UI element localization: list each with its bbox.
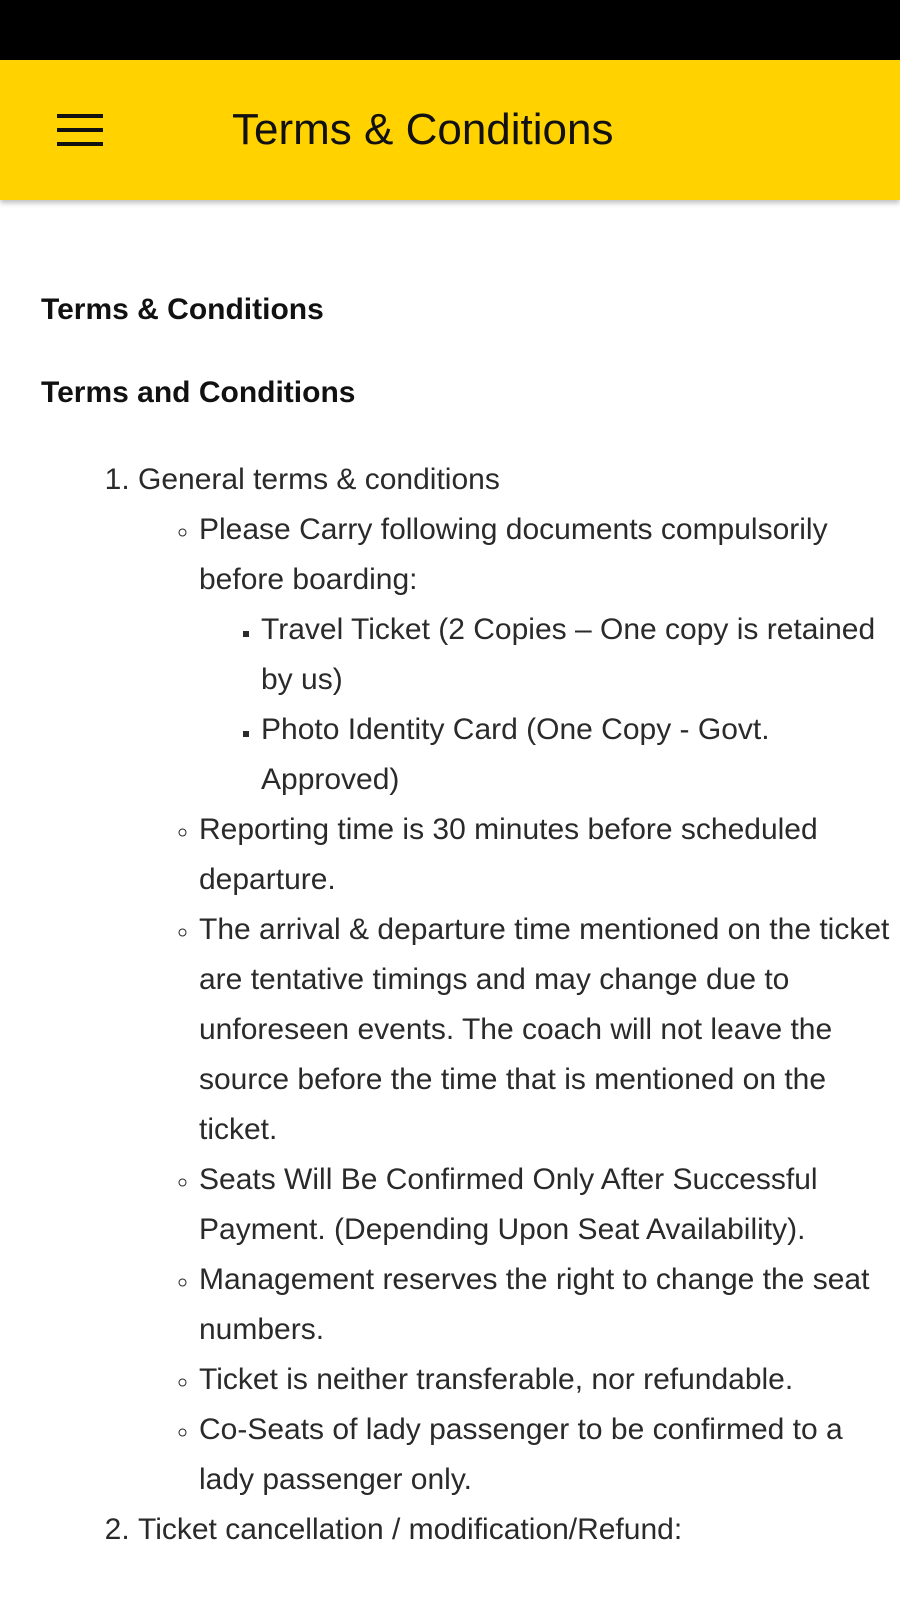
list-item-text: Management reserves the right to change the seat numbers. <box>199 1263 870 1346</box>
status-bar <box>0 0 900 60</box>
list-item <box>199 805 900 905</box>
hamburger-menu-icon <box>57 113 103 147</box>
list-item <box>199 505 900 805</box>
list-item-text: Travel Ticket (2 Copies – One copy is retained by us) <box>261 613 876 696</box>
page-subheading: Terms and Conditions <box>41 376 356 409</box>
list-item-text: Reporting time is 30 minutes before scheduled departure. <box>199 813 818 896</box>
list-item-text: Please Carry following documents compulsorily before boarding: <box>199 513 828 596</box>
list-item <box>199 1405 900 1505</box>
section-title: General terms & conditions <box>138 463 500 496</box>
menu-button[interactable] <box>50 100 110 160</box>
terms-sections-list <box>0 455 900 1555</box>
terms-content <box>0 200 900 1600</box>
list-item-text: Seats Will Be Confirmed Only After Successful Payment. (Depending Upon Seat Availability). <box>199 1163 818 1246</box>
app-bar-title: Terms & Conditions <box>232 105 614 154</box>
list-item-text: Photo Identity Card (One Copy - Govt. Approved) <box>261 713 770 796</box>
list-item-text: Ticket is neither transferable, nor refundable. <box>199 1363 794 1396</box>
documents-list <box>199 605 900 805</box>
section-ticket-cancellation <box>138 1505 900 1555</box>
list-item <box>199 1255 900 1355</box>
list-item <box>199 1355 900 1405</box>
section-general-terms <box>138 455 900 1505</box>
page-heading: Terms & Conditions <box>41 293 324 326</box>
section-title: Ticket cancellation / modification/Refund: <box>138 1513 683 1546</box>
general-terms-list <box>138 505 900 1505</box>
list-item <box>261 605 900 705</box>
list-item-text: Co-Seats of lady passenger to be confirmed to a lady passenger only. <box>199 1413 843 1496</box>
list-item <box>199 1155 900 1255</box>
app-bar <box>0 60 900 200</box>
list-item-text: The arrival & departure time mentioned on the ticket are tentative timings and may change due to unforeseen events. The coach will not leave the source before the time that is mentioned on the ticket. <box>199 913 890 1146</box>
list-item <box>199 905 900 1155</box>
list-item <box>261 705 900 805</box>
